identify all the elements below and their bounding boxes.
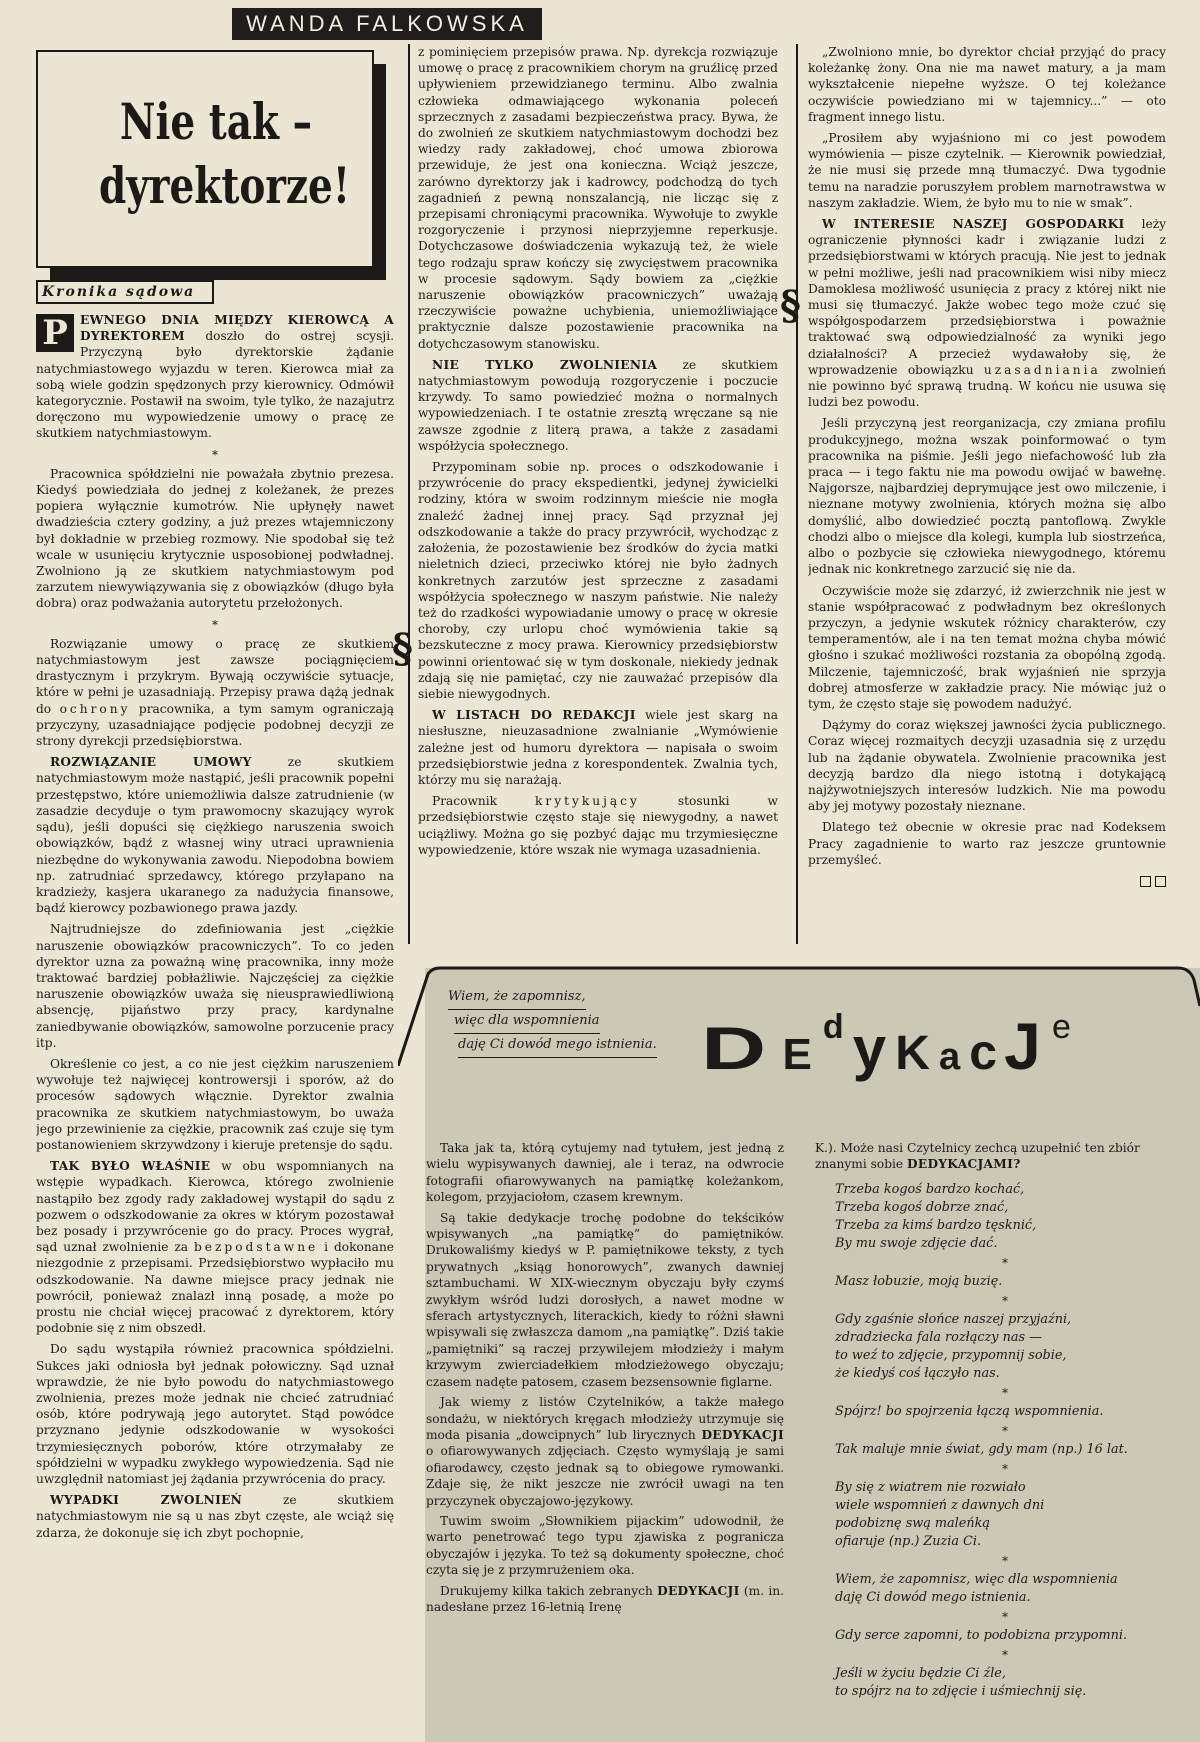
motto [448,986,678,1058]
poem-line: zdradziecka fala rozłączy nas — [835,1329,1042,1345]
separator-star: * [1002,1423,1008,1438]
paragraph: Jeśli przyczyną jest reorganizacja, czy zmiana profilu produkcyjnego, można wszak poinformować o tym pracownika na piśmie. Jeśli jego niefachowość lub zła praca — i tego faktu nie ma powodu owijać w bawełnę. Najgorsze, najbardziej deprymujące jest owo milczenie, i nieznane motywy zwolnienia, których można się albo domyślić, albo dowiedzieć pocztą pantoflową. Zwykle chodzi albo o miejsce dla kolegi, kumpla lub siostrzeńca, albo o pozbycie się człowieka niewygodnego, któremu jednak nic konkretnego zarzucić się nie da. [808,416,1166,577]
poem-line: ofiaruje (np.) Zuzia Ci. [835,1533,982,1549]
paragraph: Dlatego też obecnie w okresie prac nad Kodeksem Pracy zagadnienie to warto raz jeszcze gruntownie przemyśleć. [808,820,1166,867]
poem-line: By mu swoje zdjęcie dać. [835,1235,998,1251]
title-line-2: dyrektorze! [99,156,350,215]
paragraph: z pominięciem przepisów prawa. Np. dyrekcja rozwiązuje umowę o pracę z pracownikiem chorym na gruźlicę przed upływieniem przewidzianego terminu. Albo zwalnia człowieka odmawiającego wykonania poleceń sprzecznych z zasadami bezpieczeństwa pracy. Bywa, że do zwolnień ze skutkiem natychmiastowym dochodzi bez wiedzy rady zakładowej, choć umowa zbiorowa przewiduje, że jest ona konieczna. Wciąż jeszcze, zarówno dyrektorzy jak i kadrowcy, podchodzą do tych zagadnień z pewną nonszalancją, nie licząc się z przepisami chroniącymi pracownika. Wywołuje to zwykle rozgoryczenie i przynosi nieprzyjemne reperkusje. Dotychczasowe doświadczenia wykazują też, że wiele tego rodzaju spraw kończy się zwycięstwem pracownika w procesie sądowym. Sądy bowiem za „ciężkie naruszenie obowiązków pracowniczych” uważają rzeczywiście poważne uchybienia, uniemożliwiające praktycznie dalsze pozostawienie pracownika na dotychczasowym stanowisku. [418,45,778,351]
poem-line: Wiem, że zapomnisz, więc dla wspomnienia [835,1571,1118,1587]
drop-cap: P [36,314,74,352]
paragraph: Rozwiązanie umowy o pracę ze skutkiem natychmiastowym jest zawsze pociągnięciem drastycznym i przykrym. Bywają oczywiście sytuacje, które w pełni je uzasadniają. Przepisy prawa dążą jednak do ochrony pracownika, a tym samym ograniczają przyczyny, uzasadniające podjęcie podobnej decyzji ze strony dyrekcji przedsiębiorstwa. [36,636,394,749]
paragraph: Pracownica spółdzielni nie poważała zbytnio prezesa. Kiedyś powiedziała do jednej z koleżanek, że prezes popiera wyłącznie kumotrów. Nie upłynęły nawet dwadzieścia cztery godziny, a już prezes wtajemniczony był dokładnie w przebieg rozmowy. Nie spodobał się też wcale w usunięciu krytycznie usposobionej podwładnej. Zwolniono ją ze skutkiem natychmiastowym pod zarzutem niewywiązywania się z obowiązków (długo była dobra) oraz podważania autorytetu przełożonych. [36,466,394,611]
poem-line: Masz łobuzie, moją buzię. [835,1273,1003,1289]
column-divider [408,44,410,944]
poem-line: Tak maluje mnie świat, gdy mam (np.) 16 lat. [835,1441,1128,1457]
motto-line: daję Ci dowód mego istnienia. [458,1034,657,1058]
dedication-column-1 [426,1140,784,1740]
end-square-icon [1140,876,1151,887]
separator-star: * [1002,1385,1008,1400]
title-line-1: Nie tak – [119,92,313,151]
lead-text: doszło do ostrej scysji. Przyczyną było dyrektorskie żądanie natychmiastowego wyjazdu w teren. Kierowca miał za sobą wiele godzin spędzonych przy kierownicy. Odmówił kategorycznie. Postawił na swoim, tyle tylko, że nazajutrz doręczono mu wypowiedzenie umowy o pracę ze skutkiem natychmiastowym. [36,329,394,441]
title-letter: y [852,1015,887,1082]
end-marks [808,873,1166,889]
paragraph: Określenie co jest, a co nie jest ciężkim naruszeniem wywołuje też najwięcej kontrowersji i sporów, aż do procesów sądowych włącznie. Dyrektor zwalnia pracownika ze skutkiem natychmiastowym, bo uważa jego przewinienie za ciężkie, pracownik zaś czuje się tym postanowieniem skrzywdzony i kieruje pretensje do sądu. [36,1056,394,1152]
title-box [36,50,386,300]
poem-line: że kiedyś coś łączyło nas. [835,1365,1000,1381]
poem-line: to weź to zdjęcie, przypomnij sobie, [835,1347,1067,1363]
paragraph: Pracownik krytykujący stosunki w przedsiębiorstwie często staje się niewygodny, a nawet uciążliwy. Można go się pozbyć dając mu trzymiesięczne wypowiedzenie, które wszak nie wymaga uzasadnienia. [418,794,778,857]
motto-line: Wiem, że zapomnisz, [448,986,586,1010]
paragraph: „Prosiłem aby wyjaśniono mi co jest powodem wymówienia — pisze czytelnik. — Kierownik powiedział, że nie musi się przede mną tłumaczyć. Dwa tygodnie temu na naradzie poruszyłem problem marnotrawstwa w naszym zakładzie. Wiem, że było mu to nie w smak”. [808,131,1166,210]
title-letter: e [1051,1008,1071,1046]
poem-line: to spójrz na to zdjęcie i uśmiechnij się. [835,1683,1087,1699]
rubric-label: Kronika sądowa [36,280,214,304]
paragraph: Oczywiście może się zdarzyć, iż zwierzchnik nie jest w stanie współpracować z podwładnym bez określonych przyczyn, a jedynie wskutek różnicy charakterów, czy temperamentów, ale i na ten temat można chyba mówić głośno i szukać możliwości rozstania za obopólną zgodą. Milczenie, tajemniczość, brak wyjaśnień nie sprzyja dobrej atmosferze w zakładzie pracy. Nie mówiąc już o tym, że często staje się powodem nadużyć. [808,583,1166,711]
poem-line: Trzeba kogoś bardzo kochać, [835,1181,1025,1197]
separator-star: * [212,617,218,632]
poem-line: wiele wspomnień z dawnych dni [835,1497,1045,1513]
paragraph: NIE TYLKO ZWOLNIENIA ze skutkiem natychmiastowym powodują rozgoryczenie i poczucie krzywdy. To samo powiedzieć można o normalnych wypowiedzeniach. I te ostatnie zresztą wręczane są nie zawsze zgodnie z literą prawa, a także z zasadami współżycia społecznego. [418,357,778,453]
lead-paragraph [36,312,394,442]
paragraph: K.). Może nasi Czytelnicy zechcą uzupełnić ten zbiór znanymi sobie DEDYKACJAMI? [815,1141,1140,1172]
poem-line: daję Ci dowód mego istnienia. [835,1589,1031,1605]
paragraph: W LISTACH DO REDAKCJI wiele jest skarg na niesłuszne, nieuzasadnione zwalnianie „Wymówienie zależne jest od humoru dyrektora — napisała o swoim przedsiębiorstwie jedna z korespondentek. Zwalnia tych, którzy mu się narażają. [418,708,778,787]
separator-star: * [1002,1647,1008,1662]
paragraph-sign-icon: § [780,282,801,329]
paragraph: „Zwolniono mnie, bo dyrektor chciał przyjąć do pracy koleżankę żony. Ona nie ma nawet matury, a ja mam wykształcenie niepełne wyższe. O tej koleżance oczywiście powiedziano mi w tajemnicy...” — oto fragment innego listu. [808,45,1166,124]
poem-line: Jeśli w życiu będzie Ci źle, [835,1665,1006,1681]
paragraph: Do sądu wystąpiła również pracownica spółdzielni. Sukces jaki odniosła był jednak połowiczny. Sąd uznał wprawdzie, że nie było powodu do natychmiastowego zwolnienia, prezes może jednak nie chcieć zatrudniać osób, które podrywają jego autorytet. Stąd powódce przyznano jedynie odszkodowanie w wysokości trzymiesięcznych poborów, które otrzymałaby ze spółdzielni w wypadku zwykłego wypowiedzenia. Sąd nie uwzględnił natomiast jej żądania przywrócenia do pracy. [36,1342,394,1487]
poem-line: Trzeba kogoś dobrze znać, [835,1199,1009,1215]
paragraph-sign-icon: § [392,625,413,672]
title-letter: E [782,1030,812,1079]
separator-star: * [212,447,218,462]
separator-star: * [1002,1553,1008,1568]
paragraph: Są takie dedykacje trochę podobne do tekścików wpisywanych „na pamiątkę” do pamiętników. Drukowaliśmy kiedyś w P. pamiętnikowe teksty, z tych prywatnych „ksiąg honorowych”, zwanych dawniej sztambuchami. W XIX-wiecznym obyczaju były czymś zwykłym wśród ludzi dorosłych, a nawet modne w sferach artystycznych, literackich, kiedy to różni sławni wpisywali się zwłaszcza damom „na pamiątkę”. Dziś takie „pamiętniki” są raczej przywilejem młodzieży i małym krzywym zwierciadełkiem młodzieżowego obyczaju; czasem nadęte patosem, czasem bezsensownie figlarne. [426,1210,784,1389]
separator-star: * [1002,1255,1008,1270]
paragraph: W INTERESIE NASZEJ GOSPODARKI leży ograniczenie płynności kadr i związanie ludzi z przedsiębiorstwami w których pracują. Nie jest to jednak w pełni możliwe, jeśli nad pracownikiem wisi niby miecz Damoklesa możliwość usunięcia z pracy z której nikt nie musi się tłumaczyć. Jakże wobec tego może czuć się współgospodarzem przedsiębiorstwa i poważnie traktować swą odpowiedzialność za wyniki jego działalności? A przecież wydawałoby się, że wprowadzenie obowiązku uzasadniania zwolnień nie powinno być sprawą trudną. W końcu nie usuwa się ludzi bez powodu. [808,217,1166,410]
paragraph: WYPADKI ZWOLNIEŃ ze skutkiem natychmiastowym nie są u nas zbyt częste, ale wciąż się zdarza, że dokonuje się ich zbyt pochopnie, [36,1493,394,1540]
paragraph: Taka jak ta, którą cytujemy nad tytułem, jest jedną z wielu wypisywanych dawniej, ale i teraz, na odwrocie fotografii ofiarowywanych na pamiątkę koleżankom, kolegom, przyjaciołom, czasem krewnym. [426,1141,784,1205]
poem-line: By się z wiatrem nie rozwiało [835,1479,1026,1495]
poem-line: Gdy serce zapomni, to podobizna przypomni. [835,1627,1128,1643]
title-letter: d [822,1008,844,1046]
motto-line: więc dla wspomnienia [454,1010,600,1034]
poem-line: Spójrz! bo spojrzenia łączą wspomnienia. [835,1403,1104,1419]
title-letter: K [895,1027,930,1080]
separator-star: * [1002,1293,1008,1308]
paragraph: Drukujemy kilka takich zebranych DEDYKACJI (m. in. nadesłane przez 16-letnią Irenę [426,1583,784,1614]
lead-caps: EWNEGO DNIA MIĘDZY KIEROWCĄ A DYREKTOREM [80,313,394,344]
dedication-title [701,1008,1071,1088]
article-title [99,90,350,218]
paragraph: Jak wiemy z listów Czytelników, a także małego sondażu, w niektórych kręgach młodzieży utrzymuje się moda pisania „dowcipnych” lub lirycznych DEDYKACJI o ofiarowywanych zdjęciach. Często wymyślają je sami ofiarodawcy, często jednak są to obiegowe rymowanki. Zdaje się, że nikt jeszcze nie zwrócił uwagi na ten przyczynek obyczajowo-językowy. [426,1395,784,1508]
paragraph: TAK BYŁO WŁAŚNIE w obu wspomnianych na wstępie wypadkach. Kierowca, którego zwolnienie nastąpiło bez zgody rady zakładowej wystąpił do sądu z pozwem o odszkodowanie za okres w którym pozostawał bez posady i przywrócenie go do pracy. Proces wygrał, sąd uznał zwolnienie za bezpodstawne i dokonane niezgodnie z przepisami. Przedsiębiorstwo wypłaciło mu odszkodowanie. Na dawne miejsce pracy jednak nie powrócił, ponieważ znalazł inną posadę, a może po prostu nie chciał więcej pracować z dyrektorem, który podobnie się z nim obszedł. [36,1159,394,1336]
title-letter: J [1004,1009,1041,1083]
paragraph: Najtrudniejsze do zdefiniowania jest „ciężkie naruszenie obowiązków pracowniczych”. To co jeden dyrektor uzna za poważną winę pracownika, inny może traktować bardziej pobłażliwie. Najczęściej za ciężkie naruszenie obowiązków uważa się nieusprawiedliwioną absencję, pijaństwo przy pracy, kardynalne zaniedbywanie obowiązków, samowolne porzucenie pracy itp. [36,922,394,1050]
dedication-list [835,1181,1175,1701]
dedication-column-2 [815,1140,1175,1740]
paragraph: Przypominam sobie np. proces o odszkodowanie i przywrócenie do pracy ekspedientki, jedynej żywicielki rodziny, która w swoim rodzinnym mieście nie mogła znaleźć żadnej innej pracy. Sąd przyznał jej odszkodowanie a także do pracy przywrócił, wychodząc z założenia, że pozostawienie bez środków do życia matki nieletnich dzieci, przeciwko której nie było żadnych konkretnych zarzutów jest sprzeczne z zasadami współżycia społecznego w naszym państwie. Nie należy też do rzadkości wypowiadanie umowy o pracę w okresie choroby, czy urlopu choć wymówienia takie są bezskuteczne z mocy prawa. Kierownicy przedsiębiorstw powinni orientować się w tym doskonale, niekiedy jednak zdają się nie pamiętać, czy nie zauważać przepisów dla siebie niewygodnych. [418,460,778,701]
title-letter: D [701,1015,767,1082]
column-1 [36,312,394,1742]
title-letter: c [969,1024,998,1080]
column-2 [418,44,778,944]
paragraph: ROZWIĄZANIE UMOWY ze skutkiem natychmiastowym może nastąpić, jeśli pracownik popełni przestępstwo, które uniemożliwia dalsze zatrudnienie (w zasadzie decyduje o tym prawomocny skazujący wyrok sądu), jeśli dopuści się ciężkiego naruszenia swoich obowiązków, bądź z własnej winy utraci uprawnienia niezbędne do wykonywania zawodu. Niepodobna bowiem np. zatrudniać sprzedawcy, którego przyłapano na kradzieży, kasjera ukaranego za nadużycia finansowe, bądź kierowcy pozbawionego prawa jazdy. [36,755,394,916]
column-3 [808,44,1166,944]
separator-star: * [1002,1461,1008,1476]
column-divider [796,44,798,944]
end-square-icon [1155,876,1166,887]
poem-line: podobiznę swą maleńką [835,1515,990,1531]
paragraph: Dążymy do coraz większej jawności życia publicznego. Coraz więcej rozmaitych decyzji uzasadnia się z urzędu lub na żądanie obywatela. Zwolnienie pracownika jest decyzją bardzo dla niego istotną i dotykającą najżywotniejszych interesów ludzkich. Nie ma powodu aby jej motywy pozostały nieznane. [808,718,1166,814]
poem-line: Gdy zgaśnie słońce naszej przyjaźni, [835,1311,1072,1327]
paragraph: Tuwim swoim „Słownikiem pijackim” udowodnił, że warto penetrować tego typu zjawiska z pogranicza obyczajów i języka. To też są dokumenty społeczne, choć czyta się je z przymrużeniem oka. [426,1513,784,1578]
author-banner: WANDA FALKOWSKA [232,8,542,40]
poem-line: Trzeba za kimś bardzo tęsknić, [835,1217,1037,1233]
title-letter: a [939,1036,961,1078]
separator-star: * [1002,1609,1008,1624]
